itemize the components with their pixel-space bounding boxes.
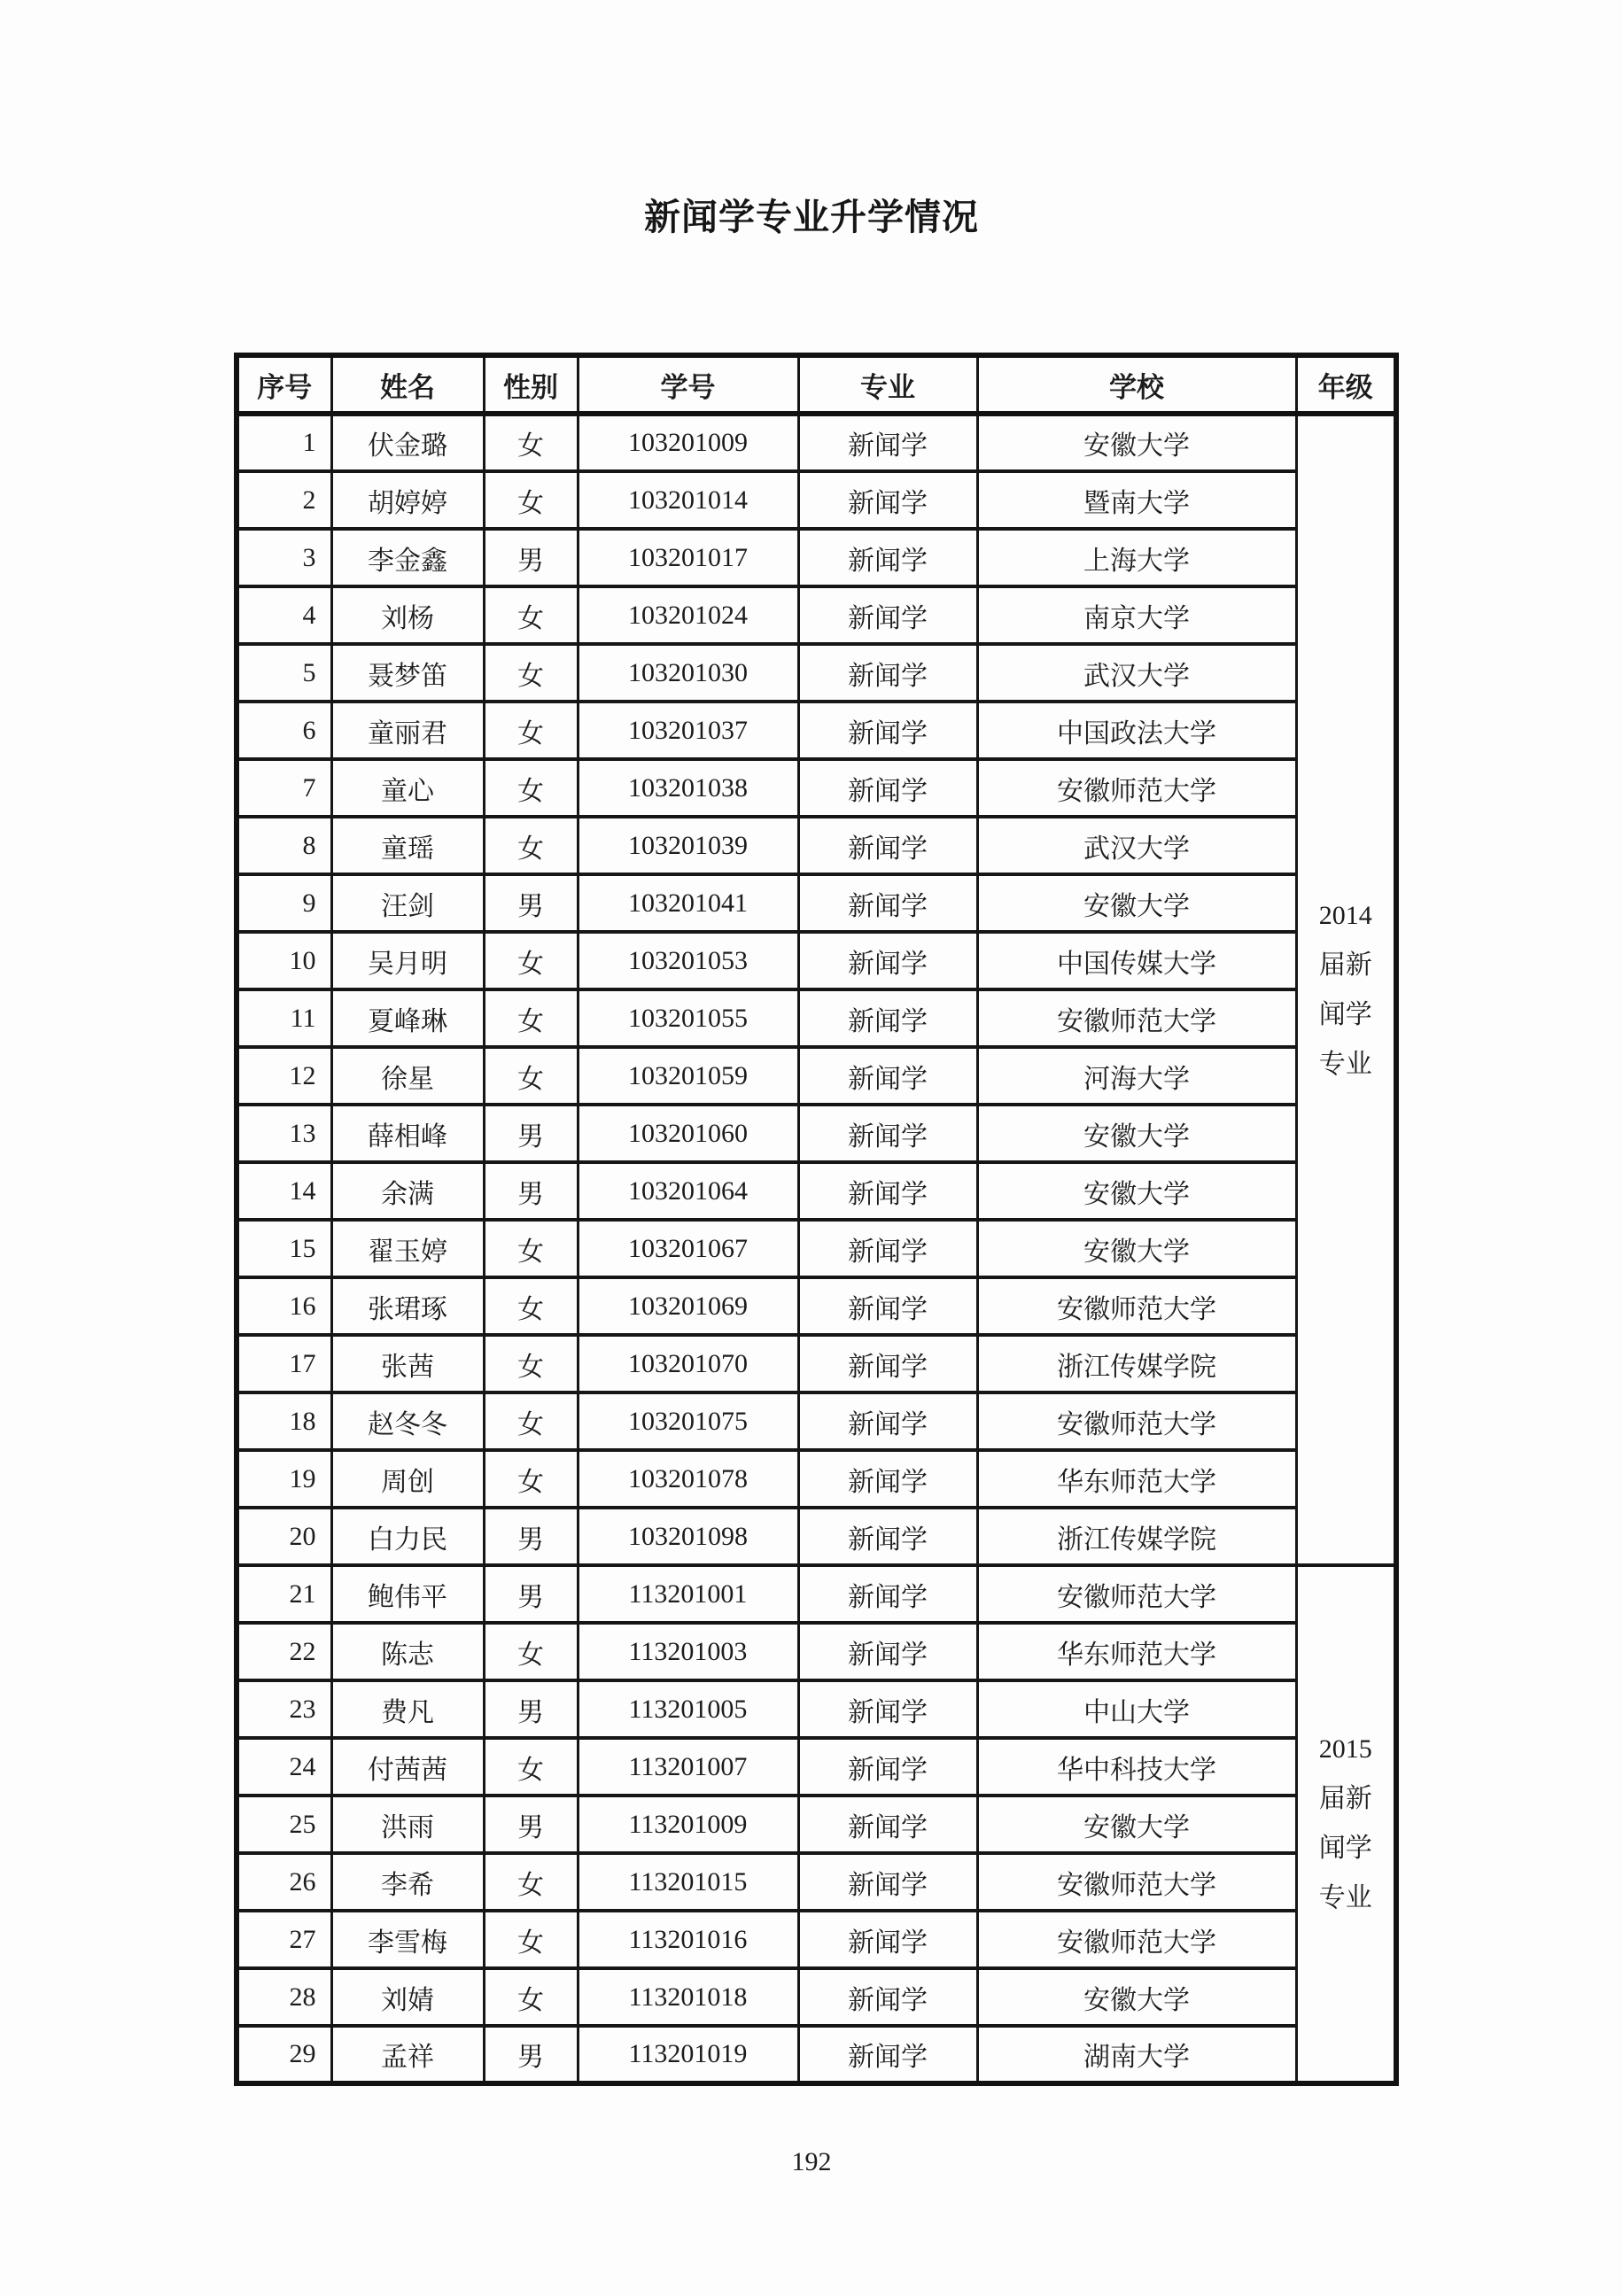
cell-name: 赵冬冬 bbox=[331, 1392, 484, 1450]
cell-student-id: 103201069 bbox=[578, 1277, 798, 1335]
table-row bbox=[237, 702, 1396, 759]
cell-student-id: 113201019 bbox=[578, 2026, 798, 2083]
cell-gender: 男 bbox=[484, 1565, 578, 1623]
cell-student-id: 113201005 bbox=[578, 1680, 798, 1738]
cell-school: 安徽大学 bbox=[977, 1220, 1296, 1277]
cell-gender: 男 bbox=[484, 1508, 578, 1565]
cell-serial: 12 bbox=[237, 1047, 331, 1105]
cell-name: 洪雨 bbox=[331, 1796, 484, 1853]
cell-school: 安徽师范大学 bbox=[977, 1277, 1296, 1335]
cell-gender: 女 bbox=[484, 702, 578, 759]
cell-name: 鲍伟平 bbox=[331, 1565, 484, 1623]
cell-gender: 男 bbox=[484, 1105, 578, 1162]
cell-major: 新闻学 bbox=[798, 702, 977, 759]
cell-student-id: 103201038 bbox=[578, 759, 798, 817]
cell-major: 新闻学 bbox=[798, 759, 977, 817]
cell-school: 安徽师范大学 bbox=[977, 1911, 1296, 1968]
cell-major: 新闻学 bbox=[798, 1680, 977, 1738]
cell-major: 新闻学 bbox=[798, 1392, 977, 1450]
cell-gender: 男 bbox=[484, 1680, 578, 1738]
cell-school: 中国传媒大学 bbox=[977, 932, 1296, 989]
table-row bbox=[237, 1047, 1396, 1105]
cell-gender: 男 bbox=[484, 1162, 578, 1220]
cell-serial: 16 bbox=[237, 1277, 331, 1335]
cell-student-id: 103201098 bbox=[578, 1508, 798, 1565]
cell-school: 安徽师范大学 bbox=[977, 1392, 1296, 1450]
cell-name: 费凡 bbox=[331, 1680, 484, 1738]
cell-school: 南京大学 bbox=[977, 586, 1296, 644]
cell-school: 安徽大学 bbox=[977, 1162, 1296, 1220]
cell-gender: 女 bbox=[484, 759, 578, 817]
cell-major: 新闻学 bbox=[798, 1565, 977, 1623]
cell-name: 夏峰琳 bbox=[331, 989, 484, 1047]
cell-name: 童瑶 bbox=[331, 817, 484, 874]
cell-school: 武汉大学 bbox=[977, 817, 1296, 874]
cell-serial: 11 bbox=[237, 989, 331, 1047]
cell-major: 新闻学 bbox=[798, 1047, 977, 1105]
cell-student-id: 103201055 bbox=[578, 989, 798, 1047]
cell-student-id: 103201030 bbox=[578, 644, 798, 702]
cell-name: 童心 bbox=[331, 759, 484, 817]
cell-major: 新闻学 bbox=[798, 1162, 977, 1220]
cell-serial: 15 bbox=[237, 1220, 331, 1277]
cell-school: 安徽师范大学 bbox=[977, 1853, 1296, 1911]
table-row bbox=[237, 644, 1396, 702]
cell-major: 新闻学 bbox=[798, 817, 977, 874]
cell-serial: 22 bbox=[237, 1623, 331, 1680]
cell-major: 新闻学 bbox=[798, 1105, 977, 1162]
cell-gender: 女 bbox=[484, 1220, 578, 1277]
cell-name: 周创 bbox=[331, 1450, 484, 1508]
header-cell-grade: 年级 bbox=[1296, 355, 1396, 414]
cell-school: 河海大学 bbox=[977, 1047, 1296, 1105]
cell-serial: 25 bbox=[237, 1796, 331, 1853]
cell-name: 余满 bbox=[331, 1162, 484, 1220]
cell-student-id: 103201053 bbox=[578, 932, 798, 989]
table-row bbox=[237, 1968, 1396, 2026]
cell-school: 安徽大学 bbox=[977, 874, 1296, 932]
cell-gender: 女 bbox=[484, 414, 578, 471]
cell-name: 薛相峰 bbox=[331, 1105, 484, 1162]
cell-student-id: 103201024 bbox=[578, 586, 798, 644]
table-row bbox=[237, 471, 1396, 529]
cell-major: 新闻学 bbox=[798, 1738, 977, 1796]
cell-student-id: 113201009 bbox=[578, 1796, 798, 1853]
table-row bbox=[237, 932, 1396, 989]
cell-student-id: 103201059 bbox=[578, 1047, 798, 1105]
cell-school: 安徽师范大学 bbox=[977, 989, 1296, 1047]
cell-name: 翟玉婷 bbox=[331, 1220, 484, 1277]
cell-name: 李希 bbox=[331, 1853, 484, 1911]
table-row bbox=[237, 989, 1396, 1047]
cell-gender: 男 bbox=[484, 2026, 578, 2083]
cell-serial: 18 bbox=[237, 1392, 331, 1450]
cell-name: 孟祥 bbox=[331, 2026, 484, 2083]
table-row bbox=[237, 1277, 1396, 1335]
cell-gender: 女 bbox=[484, 989, 578, 1047]
cell-serial: 1 bbox=[237, 414, 331, 471]
cell-school: 上海大学 bbox=[977, 529, 1296, 586]
header-cell-school: 学校 bbox=[977, 355, 1296, 414]
table-body bbox=[237, 414, 1396, 2083]
cell-school: 中山大学 bbox=[977, 1680, 1296, 1738]
page-title: 新闻学专业升学情况 bbox=[644, 197, 979, 237]
cell-major: 新闻学 bbox=[798, 1450, 977, 1508]
cell-serial: 2 bbox=[237, 471, 331, 529]
cell-gender: 女 bbox=[484, 817, 578, 874]
cell-serial: 20 bbox=[237, 1508, 331, 1565]
table-row bbox=[237, 1392, 1396, 1450]
cell-gender: 男 bbox=[484, 1796, 578, 1853]
cell-student-id: 113201018 bbox=[578, 1968, 798, 2026]
page-number: 192 bbox=[791, 2147, 832, 2176]
table-row bbox=[237, 529, 1396, 586]
cell-serial: 17 bbox=[237, 1335, 331, 1392]
enrollment-table bbox=[234, 353, 1399, 2086]
cell-name: 李金鑫 bbox=[331, 529, 484, 586]
cell-school: 安徽师范大学 bbox=[977, 1565, 1296, 1623]
cell-student-id: 103201017 bbox=[578, 529, 798, 586]
cell-school: 华中科技大学 bbox=[977, 1738, 1296, 1796]
cell-major: 新闻学 bbox=[798, 471, 977, 529]
cell-name: 刘杨 bbox=[331, 586, 484, 644]
cell-grade-group: 2015届新闻学专业 bbox=[1296, 1565, 1396, 2083]
cell-grade-group: 2014届新闻学专业 bbox=[1296, 414, 1396, 1565]
cell-school: 安徽大学 bbox=[977, 1968, 1296, 2026]
cell-gender: 女 bbox=[484, 932, 578, 989]
cell-school: 暨南大学 bbox=[977, 471, 1296, 529]
cell-gender: 女 bbox=[484, 1738, 578, 1796]
cell-major: 新闻学 bbox=[798, 1220, 977, 1277]
cell-serial: 27 bbox=[237, 1911, 331, 1968]
cell-major: 新闻学 bbox=[798, 1277, 977, 1335]
cell-gender: 男 bbox=[484, 529, 578, 586]
cell-name: 徐星 bbox=[331, 1047, 484, 1105]
table-row bbox=[237, 817, 1396, 874]
cell-serial: 6 bbox=[237, 702, 331, 759]
cell-student-id: 113201015 bbox=[578, 1853, 798, 1911]
cell-student-id: 103201039 bbox=[578, 817, 798, 874]
cell-student-id: 103201009 bbox=[578, 414, 798, 471]
cell-student-id: 113201016 bbox=[578, 1911, 798, 1968]
cell-school: 华东师范大学 bbox=[977, 1450, 1296, 1508]
cell-school: 浙江传媒学院 bbox=[977, 1335, 1296, 1392]
table-row bbox=[237, 1738, 1396, 1796]
cell-name: 伏金璐 bbox=[331, 414, 484, 471]
cell-name: 付茜茜 bbox=[331, 1738, 484, 1796]
cell-serial: 13 bbox=[237, 1105, 331, 1162]
cell-major: 新闻学 bbox=[798, 1911, 977, 1968]
cell-serial: 29 bbox=[237, 2026, 331, 2083]
cell-gender: 女 bbox=[484, 1450, 578, 1508]
cell-student-id: 113201003 bbox=[578, 1623, 798, 1680]
cell-major: 新闻学 bbox=[798, 1968, 977, 2026]
cell-school: 浙江传媒学院 bbox=[977, 1508, 1296, 1565]
cell-serial: 14 bbox=[237, 1162, 331, 1220]
cell-school: 安徽大学 bbox=[977, 1105, 1296, 1162]
table-row bbox=[237, 1335, 1396, 1392]
cell-major: 新闻学 bbox=[798, 1623, 977, 1680]
cell-serial: 5 bbox=[237, 644, 331, 702]
table-row bbox=[237, 586, 1396, 644]
cell-gender: 女 bbox=[484, 1335, 578, 1392]
cell-major: 新闻学 bbox=[798, 1796, 977, 1853]
cell-student-id: 103201078 bbox=[578, 1450, 798, 1508]
cell-name: 张茜 bbox=[331, 1335, 484, 1392]
cell-serial: 7 bbox=[237, 759, 331, 817]
cell-major: 新闻学 bbox=[798, 644, 977, 702]
cell-student-id: 103201014 bbox=[578, 471, 798, 529]
table-row bbox=[237, 1565, 1396, 1623]
header-cell-gender: 性别 bbox=[484, 355, 578, 414]
table-row bbox=[237, 1450, 1396, 1508]
cell-gender: 男 bbox=[484, 874, 578, 932]
cell-name: 张珺琢 bbox=[331, 1277, 484, 1335]
cell-gender: 女 bbox=[484, 1968, 578, 2026]
cell-school: 安徽大学 bbox=[977, 1796, 1296, 1853]
cell-serial: 10 bbox=[237, 932, 331, 989]
table-row bbox=[237, 1853, 1396, 1911]
cell-major: 新闻学 bbox=[798, 2026, 977, 2083]
cell-school: 安徽师范大学 bbox=[977, 759, 1296, 817]
table-row bbox=[237, 1105, 1396, 1162]
cell-serial: 21 bbox=[237, 1565, 331, 1623]
cell-name: 童丽君 bbox=[331, 702, 484, 759]
table-row bbox=[237, 414, 1396, 471]
cell-name: 吴月明 bbox=[331, 932, 484, 989]
cell-name: 李雪梅 bbox=[331, 1911, 484, 1968]
cell-student-id: 103201075 bbox=[578, 1392, 798, 1450]
cell-name: 刘婧 bbox=[331, 1968, 484, 2026]
table-header bbox=[237, 355, 1396, 414]
table-row bbox=[237, 1220, 1396, 1277]
cell-name: 陈志 bbox=[331, 1623, 484, 1680]
cell-serial: 28 bbox=[237, 1968, 331, 2026]
cell-student-id: 103201060 bbox=[578, 1105, 798, 1162]
cell-major: 新闻学 bbox=[798, 1335, 977, 1392]
cell-name: 白力民 bbox=[331, 1508, 484, 1565]
cell-name: 胡婷婷 bbox=[331, 471, 484, 529]
cell-major: 新闻学 bbox=[798, 874, 977, 932]
cell-student-id: 113201001 bbox=[578, 1565, 798, 1623]
table-row bbox=[237, 1796, 1396, 1853]
header-cell-major: 专业 bbox=[798, 355, 977, 414]
cell-major: 新闻学 bbox=[798, 1853, 977, 1911]
cell-name: 聂梦笛 bbox=[331, 644, 484, 702]
table-row bbox=[237, 1911, 1396, 1968]
table-row bbox=[237, 1508, 1396, 1565]
cell-student-id: 103201070 bbox=[578, 1335, 798, 1392]
cell-student-id: 113201007 bbox=[578, 1738, 798, 1796]
cell-student-id: 103201037 bbox=[578, 702, 798, 759]
cell-serial: 9 bbox=[237, 874, 331, 932]
cell-gender: 女 bbox=[484, 1853, 578, 1911]
cell-student-id: 103201064 bbox=[578, 1162, 798, 1220]
cell-gender: 女 bbox=[484, 1277, 578, 1335]
cell-student-id: 103201067 bbox=[578, 1220, 798, 1277]
header-row bbox=[237, 355, 1396, 414]
cell-school: 中国政法大学 bbox=[977, 702, 1296, 759]
cell-major: 新闻学 bbox=[798, 1508, 977, 1565]
table-row bbox=[237, 1623, 1396, 1680]
table-row bbox=[237, 759, 1396, 817]
cell-major: 新闻学 bbox=[798, 586, 977, 644]
cell-gender: 女 bbox=[484, 644, 578, 702]
cell-serial: 23 bbox=[237, 1680, 331, 1738]
cell-major: 新闻学 bbox=[798, 529, 977, 586]
cell-gender: 女 bbox=[484, 586, 578, 644]
header-cell-serial: 序号 bbox=[237, 355, 331, 414]
cell-gender: 女 bbox=[484, 1623, 578, 1680]
cell-name: 汪剑 bbox=[331, 874, 484, 932]
cell-school: 华东师范大学 bbox=[977, 1623, 1296, 1680]
cell-major: 新闻学 bbox=[798, 989, 977, 1047]
cell-gender: 女 bbox=[484, 471, 578, 529]
header-cell-name: 姓名 bbox=[331, 355, 484, 414]
cell-gender: 女 bbox=[484, 1392, 578, 1450]
cell-student-id: 103201041 bbox=[578, 874, 798, 932]
header-cell-student-id: 学号 bbox=[578, 355, 798, 414]
cell-school: 湖南大学 bbox=[977, 2026, 1296, 2083]
cell-gender: 女 bbox=[484, 1047, 578, 1105]
cell-school: 武汉大学 bbox=[977, 644, 1296, 702]
table-row bbox=[237, 874, 1396, 932]
cell-serial: 19 bbox=[237, 1450, 331, 1508]
cell-major: 新闻学 bbox=[798, 414, 977, 471]
cell-serial: 8 bbox=[237, 817, 331, 874]
cell-gender: 女 bbox=[484, 1911, 578, 1968]
cell-serial: 24 bbox=[237, 1738, 331, 1796]
cell-major: 新闻学 bbox=[798, 932, 977, 989]
cell-serial: 26 bbox=[237, 1853, 331, 1911]
cell-serial: 4 bbox=[237, 586, 331, 644]
table-row bbox=[237, 2026, 1396, 2083]
cell-serial: 3 bbox=[237, 529, 331, 586]
table-row bbox=[237, 1680, 1396, 1738]
table-row bbox=[237, 1162, 1396, 1220]
cell-school: 安徽大学 bbox=[977, 414, 1296, 471]
